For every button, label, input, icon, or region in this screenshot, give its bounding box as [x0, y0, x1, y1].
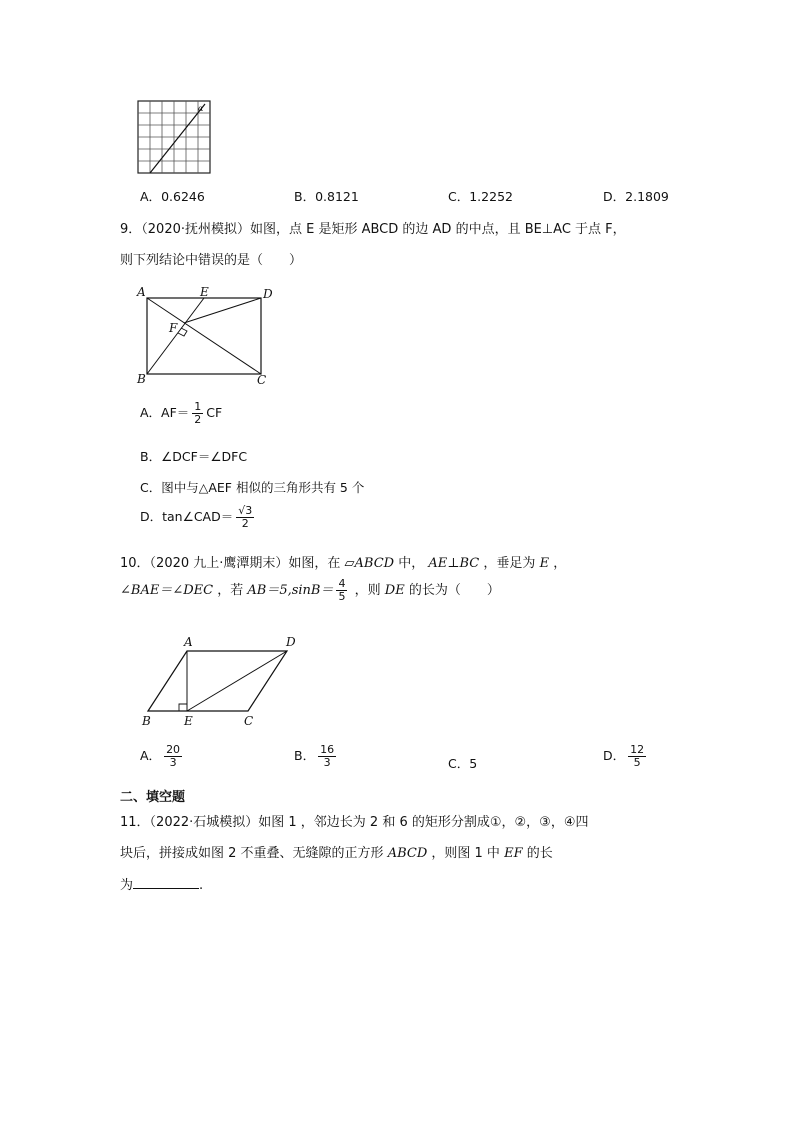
- q8-option-a: A．0.6246: [140, 189, 205, 204]
- label-e: E: [184, 714, 193, 728]
- label-a: A: [137, 285, 146, 299]
- q10-option-d: D． $\frac{12}{5}$: [603, 743, 645, 769]
- q10-option-b: B． $\frac{16}{3}$: [294, 743, 335, 769]
- grid-figure: [137, 100, 213, 176]
- q9-stem-line1: 9．（2020·抚州模拟）如图，点 E 是矩形 ABCD 的边 AD 的中点，且 BE⊥AC 于点 F，: [120, 222, 626, 237]
- q9-option-c: C．图中与△AEF 相似的三角形共有 5 个: [140, 480, 365, 495]
- label-b: B: [142, 714, 151, 728]
- parallelogram-figure: [138, 630, 306, 730]
- label-c: C: [244, 714, 254, 728]
- alpha-label: α: [198, 104, 204, 113]
- q10-stem-line1: 10．（2020 九上·鹰潭期末）如图，在 ▱ABCD 中， AE⊥BC ，垂足为 E ，: [120, 556, 567, 571]
- label-c: C: [257, 373, 267, 387]
- q9-option-a: A．AF＝ $\frac{1}{2}$ CF: [140, 400, 223, 426]
- answer-blank[interactable]: [133, 876, 199, 889]
- q11-stem-line3: 为 .: [120, 878, 204, 893]
- label-b: B: [137, 372, 146, 386]
- q8-option-d: D．2.1809: [603, 189, 669, 204]
- label-f: F: [169, 321, 178, 335]
- label-a: A: [184, 635, 193, 649]
- q8-option-c: C．1.2252: [448, 189, 513, 204]
- q10-option-a: A． $\frac{20}{3}$: [140, 743, 181, 769]
- rectangle-figure: [134, 284, 280, 390]
- section-title: 二、填空题: [120, 790, 186, 805]
- q9-stem-line2: 则下列结论中错误的是（ ）: [120, 253, 303, 268]
- label-e: E: [200, 285, 209, 299]
- label-d: D: [263, 287, 273, 301]
- q11-stem-line2: 块后，拼接成如图 2 不重叠、无缝隙的正方形 ABCD ，则图 1 中 EF 的长: [120, 846, 553, 861]
- q10-option-c: C．5: [448, 756, 478, 771]
- q10-stem-line2: ∠BAE＝∠DEC ，若 AB＝5,sinB＝ $\frac{4}{5}$ ，则 DE 的长为（ ）: [120, 577, 500, 603]
- q11-stem-line1: 11．（2022·石城模拟）如图 1 ，邻边长为 2 和 6 的矩形分割成①，②，③，④四: [120, 815, 589, 830]
- label-d: D: [286, 635, 296, 649]
- q9-option-d: D．tan∠CAD＝ $\frac{√3}{2}$: [140, 504, 253, 530]
- q9-option-b: B．∠DCF＝∠DFC: [140, 449, 248, 464]
- q8-option-b: B．0.8121: [294, 189, 359, 204]
